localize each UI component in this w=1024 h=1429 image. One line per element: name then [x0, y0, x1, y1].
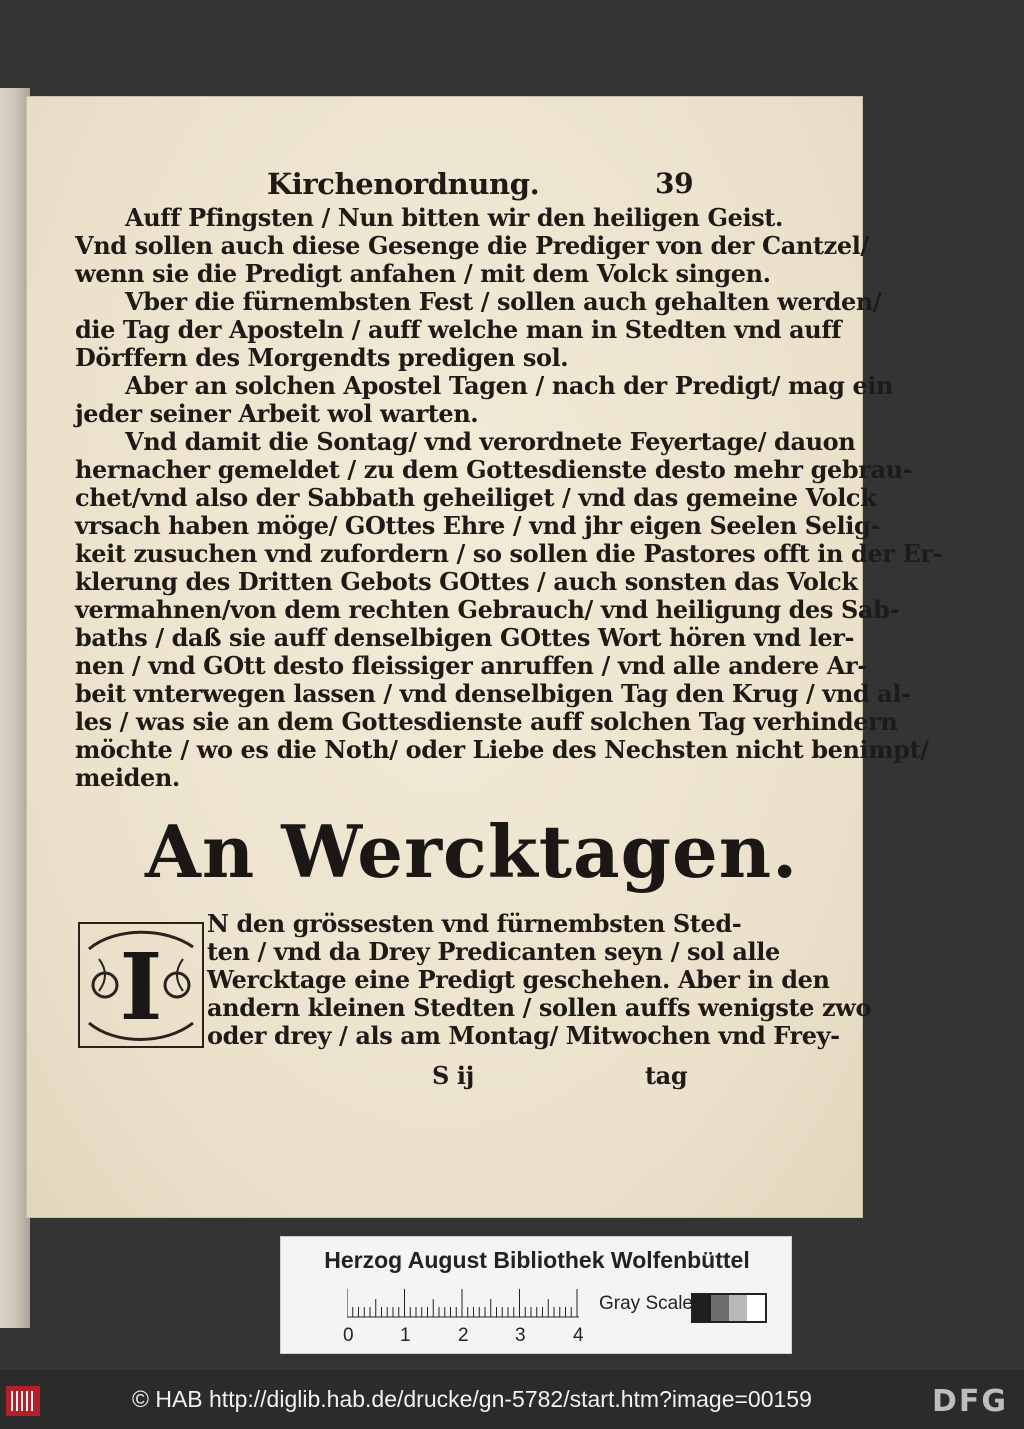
color-target-card	[280, 1236, 792, 1354]
ruler-number: 0	[343, 1325, 354, 1346]
running-head: Kirchenordnung.	[267, 167, 540, 201]
text-line: keit zusuchen vnd zufordern / so sollen die Pastores offt in der Er-	[75, 539, 943, 568]
footer-bar	[0, 1370, 1024, 1429]
text-line: meiden.	[75, 763, 180, 792]
gray-scale-swatches	[691, 1293, 767, 1323]
text-line: baths / daß sie auff denselbigen GOttes Wort hören vnd ler-	[75, 623, 855, 652]
ruler-number: 3	[515, 1325, 526, 1346]
text-line: vermahnen/von dem rechten Gebrauch/ vnd heiligung des Sab-	[75, 595, 900, 624]
book-page	[27, 97, 943, 1217]
text-line: N den grössesten vnd fürnembsten Sted-	[207, 909, 742, 938]
text-line: les / was sie an dem Gottesdienste auff solchen Tag verhindern	[75, 707, 898, 736]
catchword: tag	[645, 1061, 688, 1090]
initial-letter: I	[119, 933, 163, 1041]
library-name: Herzog August Bibliothek Wolfenbüttel	[324, 1247, 750, 1273]
text-line: oder drey / als am Montag/ Mitwochen vnd Frey-	[207, 1021, 840, 1050]
text-line: hernacher gemeldet / zu dem Gottesdienste desto mehr gebrau-	[75, 455, 913, 484]
ruler	[347, 1287, 587, 1319]
text-line: jeder seiner Arbeit wol warten.	[75, 399, 479, 428]
gray-swatch	[693, 1295, 711, 1321]
text-line: Vnd damit die Sontag/ vnd verordnete Feyertage/ dauon	[125, 427, 856, 456]
text-line: klerung des Dritten Gebots GOttes / auch sonsten das Volck	[75, 567, 858, 596]
signature-mark: S ij	[432, 1061, 474, 1090]
text-line: ten / vnd da Drey Predicanten seyn / sol alle	[207, 937, 780, 966]
text-line: Dörffern des Morgendts predigen sol.	[75, 343, 569, 372]
gray-swatch	[747, 1295, 765, 1321]
ruler-number: 4	[573, 1325, 584, 1346]
hab-logo-icon	[6, 1386, 40, 1416]
gray-swatch	[729, 1295, 747, 1321]
text-line: andern kleinen Stedten / sollen auffs wenigste zwo	[207, 993, 872, 1022]
text-line: vrsach haben möge/ GOttes Ehre / vnd jhr eigen Seelen Selig-	[75, 511, 880, 540]
text-line: chet/vnd also der Sabbath geheiliget / vnd das gemeine Volck	[75, 483, 877, 512]
previous-page-edge	[0, 88, 30, 1328]
copyright-url-text: © HAB http://diglib.hab.de/drucke/gn-5782/start.htm?image=00159	[132, 1386, 812, 1412]
text-line: Auff Pfingsten / Nun bitten wir den heiligen Geist.	[125, 203, 783, 232]
text-line: wenn sie die Predigt anfahen / mit dem Volck singen.	[75, 259, 771, 288]
text-line: die Tag der Aposteln / auff welche man in Stedten vnd auff	[75, 315, 842, 344]
ruler-number: 1	[400, 1325, 411, 1346]
gray-swatch	[711, 1295, 729, 1321]
page-number: 39	[655, 167, 694, 200]
text-line: Aber an solchen Apostel Tagen / nach der Predigt/ mag ein	[125, 371, 894, 400]
decorated-initial	[75, 919, 207, 1051]
text-line: Vnd sollen auch diese Gesenge die Prediger von der Cantzel/	[75, 231, 869, 260]
text-line: möchte / wo es die Noth/ oder Liebe des Nechsten nicht benimpt/	[75, 735, 929, 764]
ruler-number: 2	[458, 1325, 469, 1346]
text-line: Vber die fürnembsten Fest / sollen auch gehalten werden/	[125, 287, 882, 316]
dfg-logo: DFG	[932, 1384, 1009, 1419]
gray-scale-label: Gray Scale	[599, 1293, 693, 1314]
text-line: nen / vnd GOtt desto fleissiger anruffen / vnd alle andere Ar-	[75, 651, 867, 680]
ornament-initial-icon	[75, 919, 207, 1051]
text-line: Wercktage eine Predigt geschehen. Aber in den	[207, 965, 830, 994]
section-heading: An Wercktagen.	[145, 809, 799, 894]
text-line: beit vnterwegen lassen / vnd denselbigen Tag den Krug / vnd al-	[75, 679, 911, 708]
